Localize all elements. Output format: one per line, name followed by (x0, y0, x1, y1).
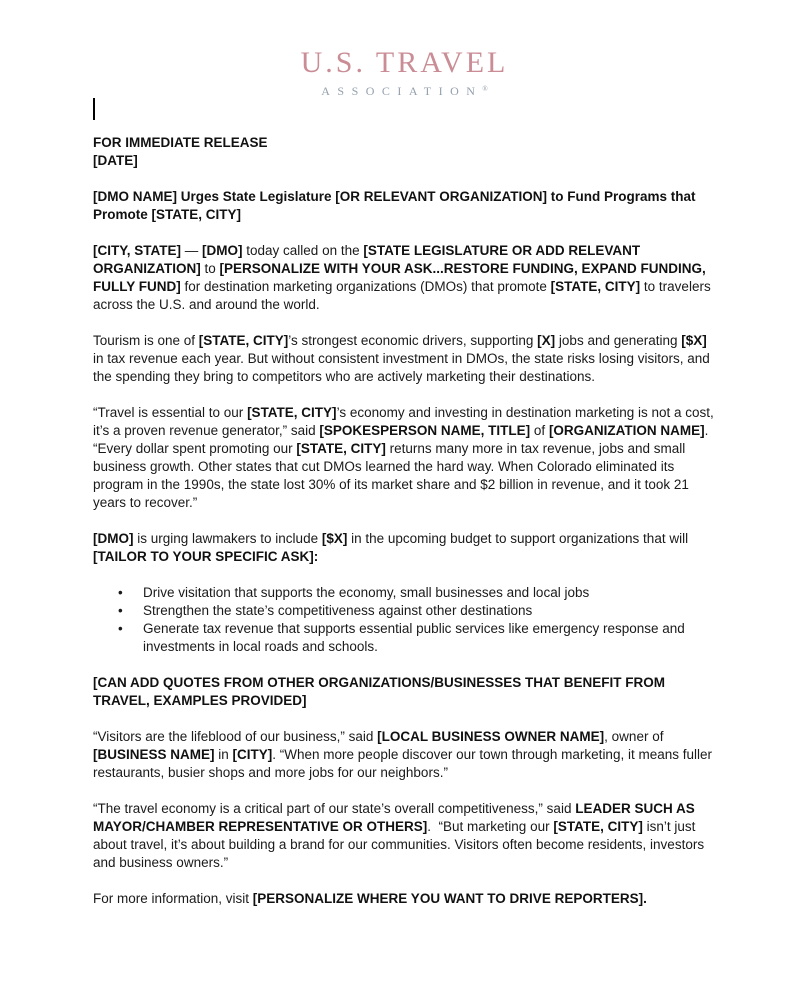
placeholder-text: [ORGANIZATION NAME] (548, 423, 705, 438)
placeholder-text: [STATE, CITY] (198, 333, 289, 348)
text-run: “Visitors are the lifeblood of our business,” said (93, 729, 378, 744)
text-run: Strengthen the state’s competitiveness against other destinations (143, 603, 533, 618)
text-run: to travelers across the U.S. and around the world. (93, 279, 715, 312)
text-run: For more information, visit (93, 891, 253, 906)
text-run: . “Every dollar spent promoting our (93, 423, 713, 456)
placeholder-text: [STATE, CITY] (550, 279, 641, 294)
text-run: isn’t just about travel, it’s about building a brand for our communities. Visitors often become residents, investors and business owners.” (93, 819, 708, 870)
business-owner-quote-paragraph[interactable] (93, 728, 716, 782)
placeholder-text: [DMO NAME] Urges State Legislature [OR RELEVANT ORGANIZATION] to Fund Programs that Promote [STATE, CITY] (93, 189, 700, 222)
text-run: — (181, 243, 203, 258)
text-run: in (214, 747, 233, 762)
bullet-item[interactable] (93, 602, 716, 620)
text-run: . “When more people discover our town through marketing, it means fuller restaurants, busier shops and more jobs for our neighbors.” (93, 747, 716, 780)
us-travel-association-logo (0, 0, 809, 98)
date-line[interactable] (93, 152, 716, 170)
placeholder-text: [STATE, CITY] (553, 819, 643, 834)
placeholder-text: FOR IMMEDIATE RELEASE (93, 135, 268, 150)
text-run: , owner of (604, 729, 668, 744)
logo-wordmark (0, 46, 809, 80)
placeholder-text: [CITY, STATE] (93, 243, 181, 258)
placeholder-text: [DMO] (202, 243, 243, 258)
placeholder-text: [CAN ADD QUOTES FROM OTHER ORGANIZATIONS/BUSINESSES THAT BENEFIT FROM TRAVEL, EXAMPLES PROVIDED] (93, 675, 669, 708)
text-run: Tourism is one of (93, 333, 199, 348)
placeholder-text: [BUSINESS NAME] (93, 747, 215, 762)
text-run: for destination marketing organizations (DMOs) that promote (180, 279, 551, 294)
registered-trademark-icon: ® (482, 85, 488, 93)
more-information-paragraph[interactable] (93, 890, 716, 908)
placeholder-text: LEADER SUCH AS MAYOR/CHAMBER REPRESENTATIVE OR OTHERS] (93, 801, 699, 834)
document-body[interactable] (0, 98, 809, 908)
leader-quote-paragraph[interactable] (93, 800, 716, 872)
logo-subtitle-text: ASSOCIATION (321, 84, 483, 98)
text-run: jobs and generating (555, 333, 682, 348)
text-run: in the upcoming budget to support organizations that will (347, 531, 692, 546)
placeholder-text: [SPOKESPERSON NAME, TITLE] (319, 423, 531, 438)
placeholder-text: [STATE LEGISLATURE OR ADD RELEVANT ORGANIZATION] (93, 243, 644, 276)
logo-wordmark-text: U.S. TRAVEL (300, 46, 509, 79)
text-run: returns many more in tax revenue, jobs and small business growth. Other states that cut DMOs learned the hard way. When Colorado eliminated its program in the 1990s, the state lost 30% of its market share and $2 billion in revenue, and it took 21 years to recover.” (93, 441, 693, 510)
text-run: today called on the (242, 243, 364, 258)
placeholder-text: [CITY] (232, 747, 273, 762)
placeholder-text: [STATE, CITY] (296, 441, 386, 456)
text-cursor (93, 98, 95, 120)
text-run: in tax revenue each year. But without consistent investment in DMOs, the state risks losing visitors, and the spending they bring to competitors who are actively marketing their destinations. (93, 333, 714, 384)
bullet-item[interactable] (93, 620, 716, 656)
text-run: to (200, 261, 220, 276)
logo-subtitle (0, 82, 809, 98)
placeholder-text: [PERSONALIZE WITH YOUR ASK...RESTORE FUNDING, EXPAND FUNDING, FULLY FUND] (93, 261, 710, 294)
text-run: . “But marketing our (427, 819, 554, 834)
placeholder-text: [STATE, CITY] (247, 405, 337, 420)
placeholder-text: [PERSONALIZE WHERE YOU WANT TO DRIVE REPORTERS]. (252, 891, 647, 906)
spokesperson-quote-paragraph[interactable] (93, 404, 716, 512)
placeholder-text: [$X] (681, 333, 707, 348)
placeholder-text: [$X] (321, 531, 348, 546)
placeholder-text: [X] (537, 333, 556, 348)
budget-ask-paragraph[interactable] (93, 530, 716, 566)
tourism-paragraph[interactable] (93, 332, 716, 386)
headline[interactable] (93, 188, 716, 224)
text-run: is urging lawmakers to include (133, 531, 322, 546)
placeholder-text: [DATE] (93, 153, 138, 168)
text-run: “Travel is essential to our (93, 405, 248, 420)
lede-paragraph[interactable] (93, 242, 716, 314)
ask-bullet-list (93, 584, 716, 656)
empty-paragraph[interactable] (93, 98, 716, 120)
text-run: ’s strongest economic drivers, supporting (288, 333, 538, 348)
text-run: Generate tax revenue that supports essential public services like emergency response and investments in local roads and schools. (143, 621, 689, 654)
text-run: ’s economy and investing in destination marketing is not a cost, it’s a proven revenue generator,” said (93, 405, 718, 438)
bullet-item[interactable] (93, 584, 716, 602)
release-line[interactable] (93, 134, 716, 152)
placeholder-text: [DMO] (93, 531, 134, 546)
text-run: of (530, 423, 549, 438)
placeholder-text: [TAILOR TO YOUR SPECIFIC ASK]: (93, 549, 319, 564)
additional-quotes-note[interactable] (93, 674, 716, 710)
text-run: Drive visitation that supports the economy, small businesses and local jobs (143, 585, 590, 600)
text-run: “The travel economy is a critical part of our state’s overall competitiveness,” said (93, 801, 576, 816)
placeholder-text: [LOCAL BUSINESS OWNER NAME] (377, 729, 605, 744)
